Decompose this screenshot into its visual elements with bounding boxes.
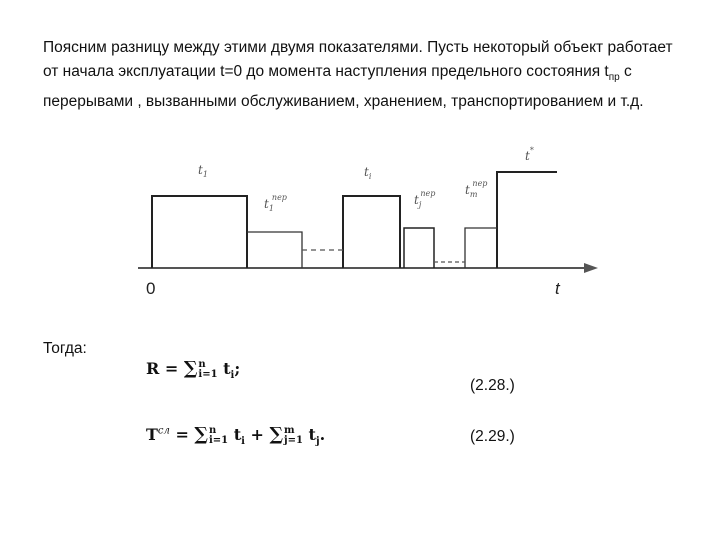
work-period-i (343, 196, 400, 268)
label-t1: $t_1$ (198, 163, 208, 179)
break-period-1 (247, 232, 302, 268)
axis-origin-label: 0 (146, 279, 156, 298)
work-period-last (497, 172, 557, 268)
togda-label: Тогда: (43, 340, 87, 357)
label-t1-per: $t_1пер$ (264, 193, 287, 213)
axis-arrow-icon (584, 263, 598, 273)
break-period-m (465, 228, 497, 268)
label-t-star: t* (525, 146, 534, 163)
paragraph-text: Поясним разницу между этими двумя показателями. Пусть некоторый объект работает от начала эксплуатации t=0 до момента наступления предельного состояния t (43, 39, 673, 80)
paragraph-text-end: с перерывами , вызванными обслуживанием, хранением, транспортированием и т.д. (43, 63, 644, 111)
label-tm-per: $t_mпер$ (465, 179, 488, 199)
work-period-1 (152, 196, 247, 268)
axis-t-label: t (555, 279, 560, 298)
formula-T: $T^{сл}$ = ∑ n i=1 $t_i$ + ∑ m j=1 $t_j$. (146, 424, 326, 448)
label-ti: $t_i$ (364, 165, 372, 181)
equation-number-2: (2.29.) (470, 428, 515, 445)
formula-R: R = ∑ n i=1 $t_i$; (146, 358, 241, 382)
work-period-small (404, 228, 434, 268)
equation-number-1: (2.28.) (470, 377, 515, 394)
label-tj-per: $t_jпер$ (414, 189, 436, 209)
paragraph-sub: пр (608, 72, 620, 84)
